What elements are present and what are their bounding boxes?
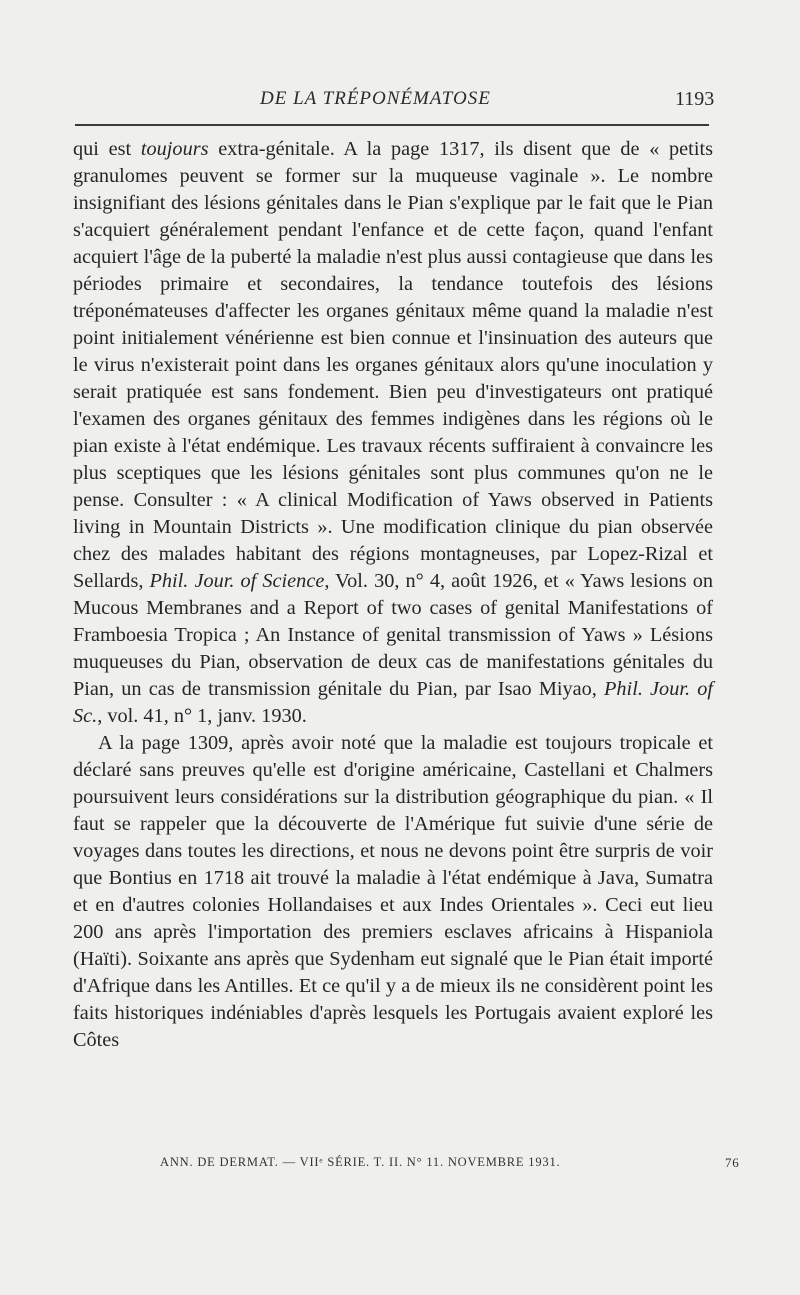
- journal-title: Phil. Jour. of Sc.: [73, 678, 713, 727]
- paragraph-2: [73, 730, 713, 1054]
- footer-citation: ANN. DE DERMAT. — VIIᵉ SÉRIE. T. II. N° 11. NOVEMBRE 1931.: [160, 1155, 561, 1169]
- body-text: [73, 136, 713, 1054]
- text-segment: qui est: [73, 138, 141, 160]
- header-rule: [75, 124, 709, 126]
- journal-title: Phil. Jour. of Science: [149, 570, 325, 592]
- page-number: 1193: [675, 88, 715, 110]
- text-segment: extra-génitale. A la page 1317, ils disent que de « petits granulomes peuvent se former sur la muqueuse vaginale ». Le nombre insignifiant des lésions génitales dans le Pian s'explique par le fait que le Pian s'acquiert généralement pendant l'enfance et de cette façon, quand l'enfant acquiert l'âge de la puberté la maladie n'est plus aussi contagieuse que dans les périodes primaire et secondaires, la tendance toutefois des lésions tréponémateuses d'affecter les organes génitaux même quand la maladie n'est point initialement vénérienne est bien connue et l'insinuation des auteurs que le virus n'existerait point dans les organes génitaux alors qu'une inoculation y serait pratiquée est sans fondement. Bien peu d'investigateurs ont pratiqué l'examen des organes génitaux des femmes indigènes dans les régions où le pian existe à l'état endémique. Les travaux récents suffiraient à convaincre les plus sceptiques que les lésions génitales sont plus communes qu'on ne le pense. Consulter : « A clinical Modification of Yaws observed in Patients living in Mountain Districts ». Une modification clinique du pian observée chez des malades habitant des régions montagneuses, par Lopez-Rizal et Sellards,: [73, 138, 713, 592]
- paragraph-1: [73, 136, 713, 730]
- signature-mark: 76: [725, 1155, 740, 1170]
- text-segment: , Vol. 30, n° 4, août 1926, et « Yaws lesions on Mucous Membranes and a Report of two cases of genital Manifestations of Framboesia Tropica ; An Instance of genital transmission of Yaws » Lésions muqueuses du Pian, observation de deux cas de manifestations génitales du Pian, un cas de transmission génitale du Pian, par Isao Miyao,: [73, 570, 713, 700]
- text-segment: , vol. 41, n° 1, janv. 1930.: [97, 705, 307, 727]
- emphasis-toujours: toujours: [140, 138, 209, 160]
- text-segment: A la page 1309, après avoir noté que la maladie est toujours tropicale et déclaré sans preuves qu'elle est d'origine américaine, Castellani et Chalmers poursuivent leurs considérations sur la distribution géographique du pian. « Il faut se rappeler que la découverte de l'Amérique fut suivie d'une série de voyages dans toutes les directions, et nous ne devons point être surpris de voir que Bontius en 1718 ait trouvé la maladie à l'état endémique à Java, Sumatra et en d'autres colonies Hollandaises et aux Indes Orientales ». Ceci eut lieu 200 ans après l'importation des premiers esclaves africains à Hispaniola (Haïti). Soixante ans après que Sydenham eut signalé que le Pian était importé d'Afrique dans les Antilles. Et ce qu'il y a de mieux ils ne considèrent point les faits historiques indéniables d'après lesquels les Portugais avaient exploré les Côtes: [73, 732, 713, 1051]
- running-title: DE LA TRÉPONÉMATOSE: [260, 88, 491, 109]
